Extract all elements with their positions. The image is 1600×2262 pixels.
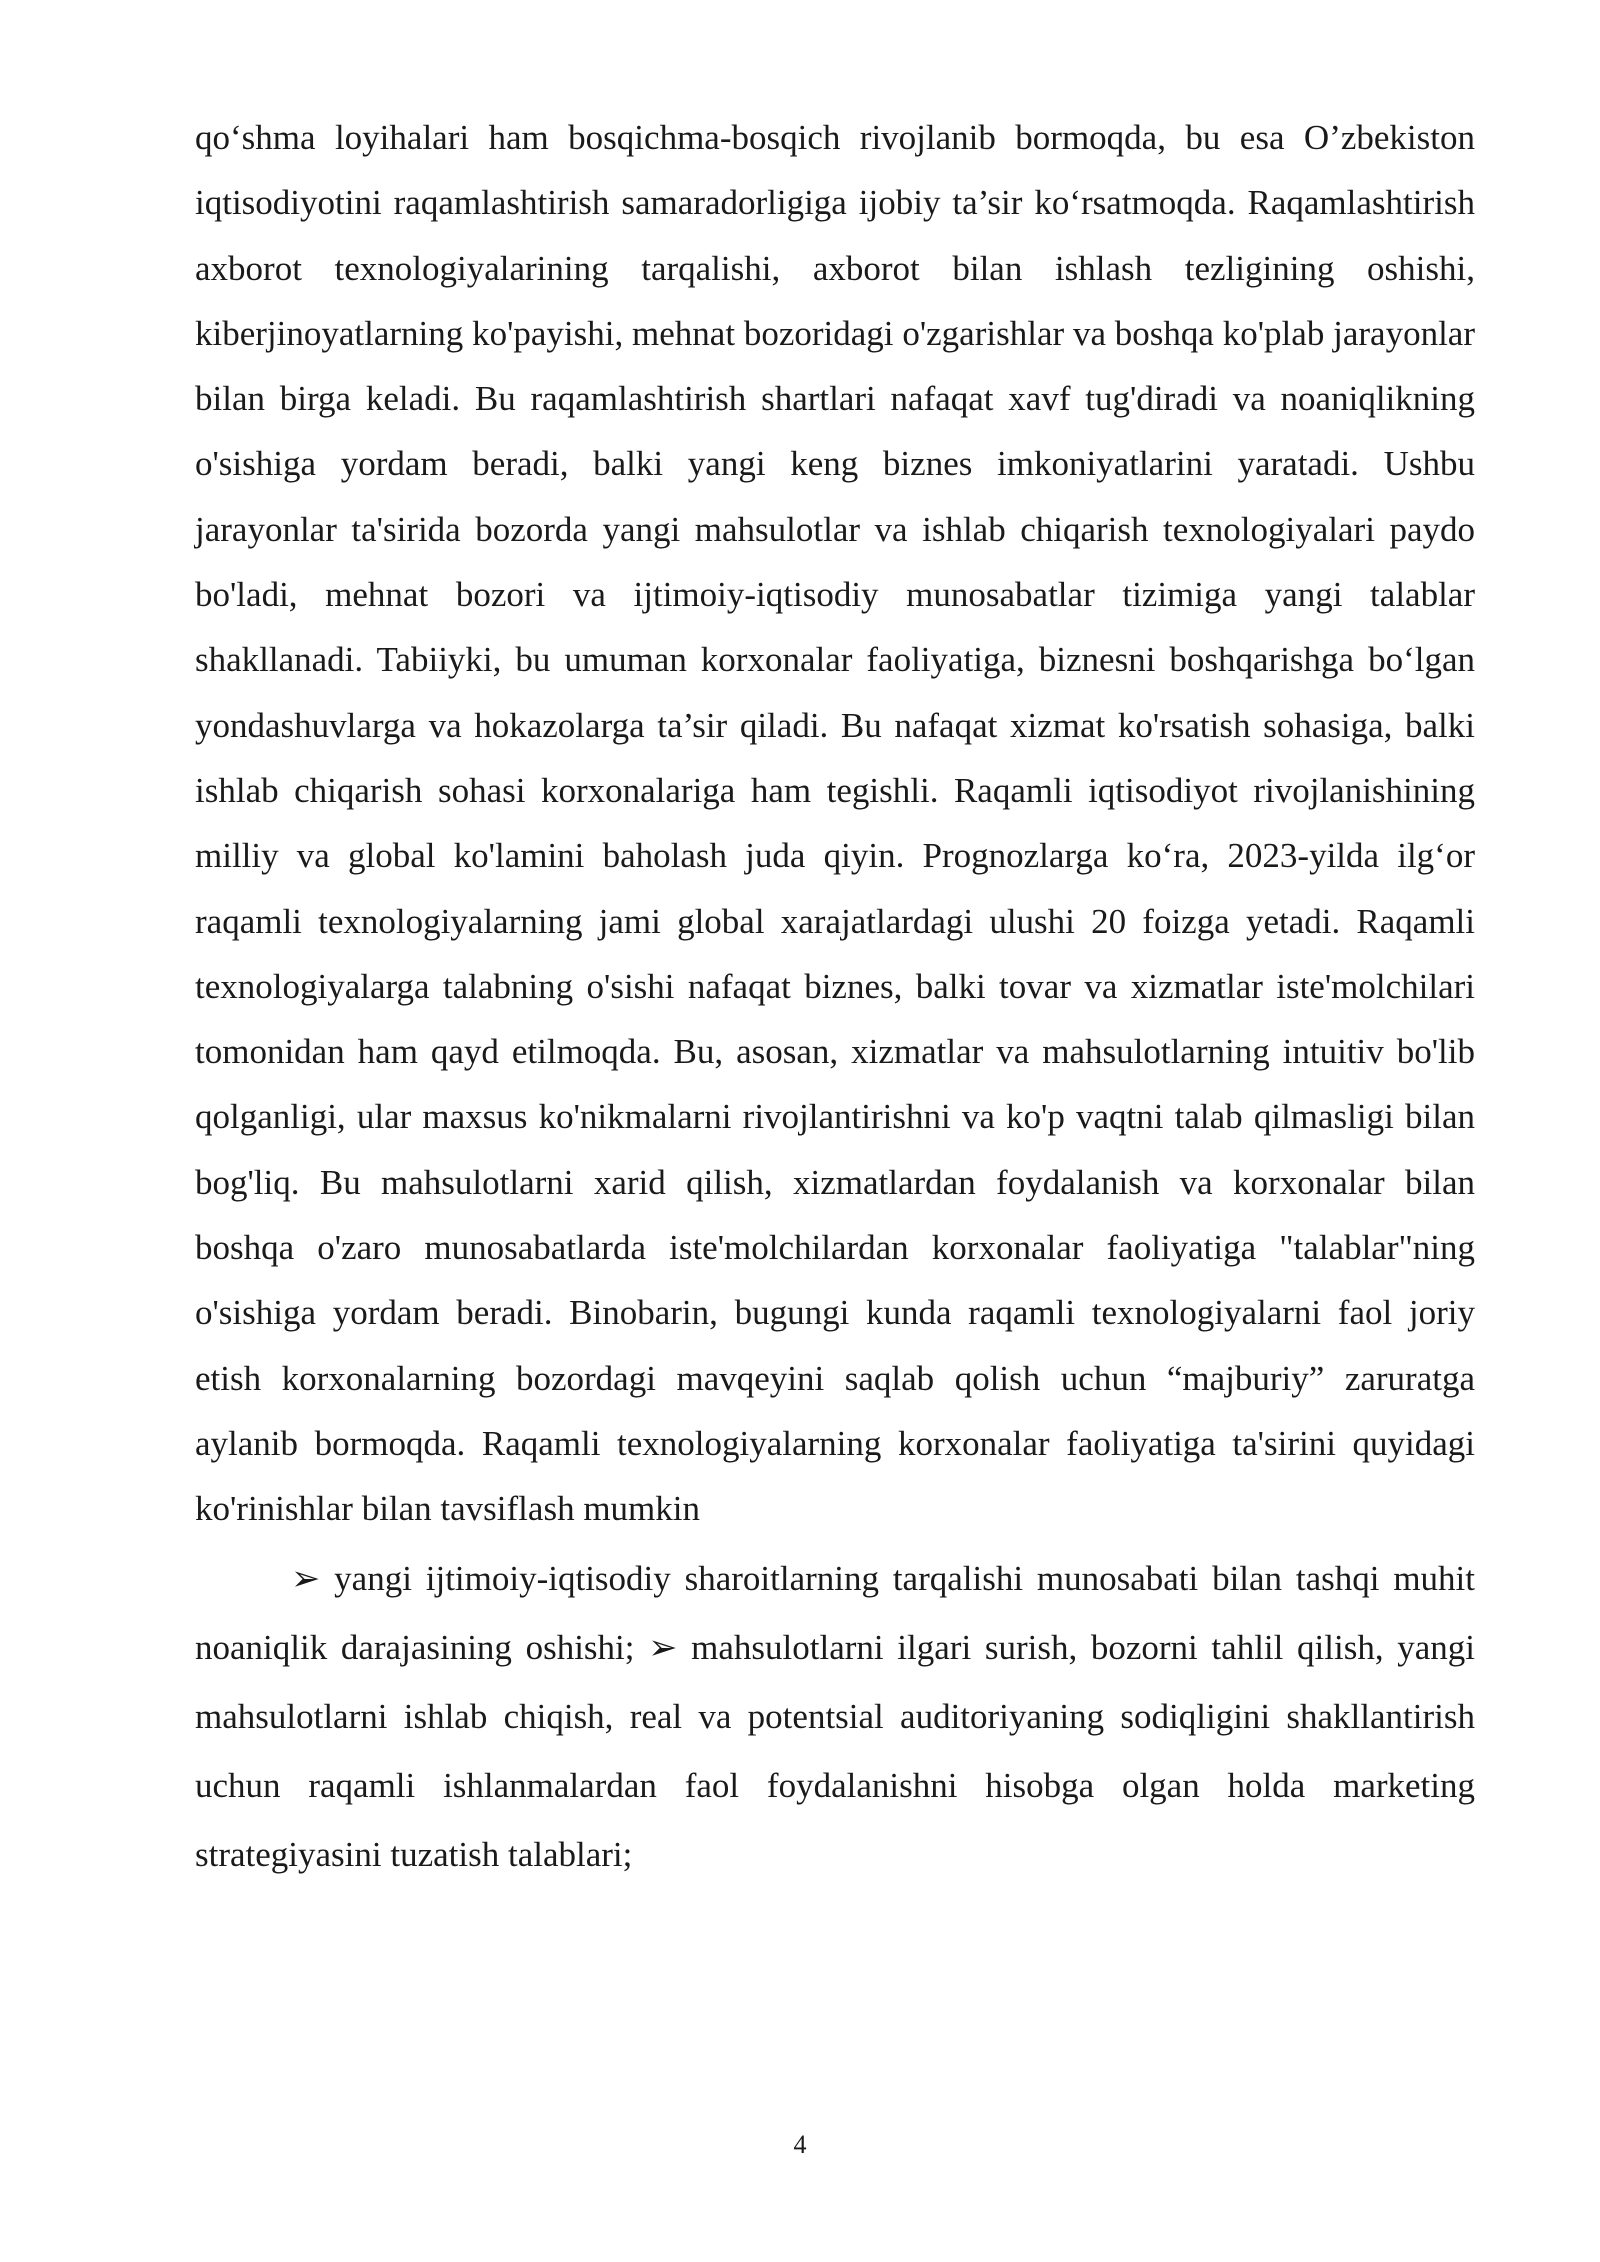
bullet-paragraph <box>195 1544 1475 1889</box>
bullet-item-1: yangi ijtimoiy-iqtisodiy sharoitlarning tarqalishi munosabati bilan tashqi muhit noaniqlik darajasining oshishi; <box>195 1558 1475 1667</box>
bullet-arrow-icon: ➢ <box>648 1627 678 1667</box>
main-paragraph: qo‘shma loyihalari ham bosqichma-bosqich rivojlanib bormoqda, bu esa O’zbekiston iqtisodiyotini raqamlashtirish samaradorligiga ijobiy ta’sir ko‘rsatmoqda. Raqamlashtirish axborot texnologiyalarining tarqalishi, axborot bilan ishlash tezligining oshishi, kiberjinoyatlarning ko'payishi, mehnat bozoridagi o'zgarishlar va boshqa ko'plab jarayonlar bilan birga keladi. Bu raqamlashtirish shartlari nafaqat xavf tug'diradi va noaniqlikning o'sishiga yordam beradi, balki yangi keng biznes imkoniyatlarini yaratadi. Ushbu jarayonlar ta'sirida bozorda yangi mahsulotlar va ishlab chiqarish texnologiyalari paydo bo'ladi, mehnat bozori va ijtimoiy-iqtisodiy munosabatlar tizimiga yangi talablar shakllanadi. Tabiiyki, bu umuman korxonalar faoliyatiga, biznesni boshqarishga bo‘lgan yondashuvlarga va hokazolarga ta’sir qiladi. Bu nafaqat xizmat ko'rsatish sohasiga, balki ishlab chiqarish sohasi korxonalariga ham tegishli. Raqamli iqtisodiyot rivojlanishining milliy va global ko'lamini baholash juda qiyin. Prognozlarga ko‘ra, 2023-yilda ilg‘or raqamli texnologiyalarning jami global xarajatlardagi ulushi 20 foizga yetadi. Raqamli texnologiyalarga talabning o'sishi nafaqat biznes, balki tovar va xizmatlar iste'molchilari tomonidan ham qayd etilmoqda. Bu, asosan, xizmatlar va mahsulotlarning intuitiv bo'lib qolganligi, ular maxsus ko'nikmalarni rivojlantirishni va ko'p vaqtni talab qilmasligi bilan bog'liq. Bu mahsulotlarni xarid qilish, xizmatlardan foydalanish va korxonalar bilan boshqa o'zaro munosabatlarda iste'molchilardan korxonalar faoliyatiga "talablar"ning o'sishiga yordam beradi. Binobarin, bugungi kunda raqamli texnologiyalarni faol joriy etish korxonalarning bozordagi mavqeyini saqlab qolish uchun “majburiy” zaruratga aylanib bormoqda. Raqamli texnologiyalarning korxonalar faoliyatiga ta'sirini quyidagi ko'rinishlar bilan tavsiflash mumkin <box>195 118 1475 1529</box>
bullet-arrow-icon: ➢ <box>291 1558 321 1598</box>
page-number: 4 <box>793 2130 807 2159</box>
bullet-item-2: mahsulotlarni ilgari surish, bozorni tahlil qilish, yangi mahsulotlarni ishlab chiqish, real va potentsial auditoriyaning sodiqligini shakllantirish uchun raqamli ishlanmalardan faol foydalanishni hisobga olgan holda marketing strategiyasini tuzatish talablari; <box>195 1627 1475 1874</box>
body-text <box>195 105 1475 1889</box>
